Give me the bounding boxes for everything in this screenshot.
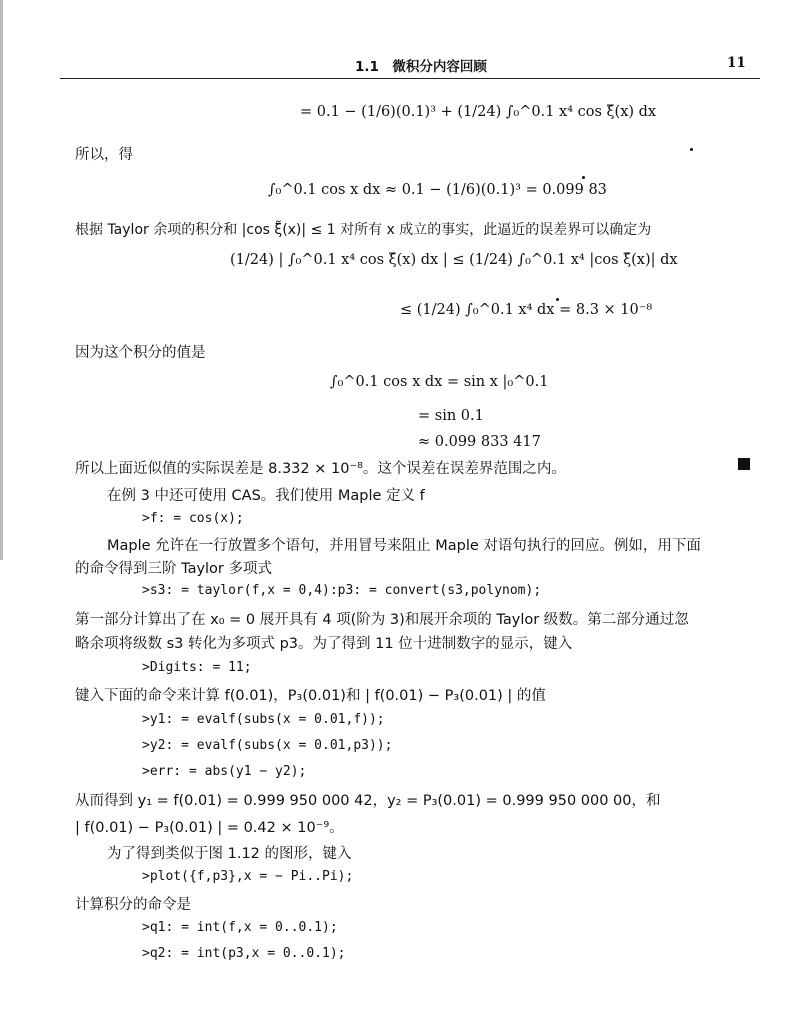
- code-q1: >q1: = int(f,x = 0..0.1);: [142, 920, 338, 935]
- equation-numeric-value: ≈ 0.099 833 417: [418, 434, 541, 450]
- text-maple-multiple-statements: Maple 允许在一行放置多个语句，并用冒号来阻止 Maple 对语句执行的回应。例如，用下面: [107, 538, 701, 554]
- page-number: 11: [727, 55, 746, 71]
- text-integral-commands: 计算积分的命令是: [75, 897, 191, 913]
- text-results: 从而得到 y₁ = f(0.01) = 0.999 950 000 42，y₂ = P₃(0.01) = 0.999 950 000 00，和: [75, 793, 661, 809]
- text-actual-error: 所以上面近似值的实际误差是 8.332 × 10⁻⁸。这个误差在误差界范围之内。: [75, 461, 566, 477]
- text-results-error: | f(0.01) − P₃(0.01) | = 0.42 × 10⁻⁹。: [75, 820, 344, 836]
- code-digits: >Digits: = 11;: [142, 660, 252, 675]
- repeat-dot-2: [556, 298, 559, 301]
- text-so-we-get: 所以，得: [75, 147, 133, 163]
- speck: [690, 148, 693, 151]
- equation-exact-integral: ∫₀^0.1 cos x dx = sin x |₀^0.1: [330, 374, 549, 390]
- equation-error-bound-2: ≤ (1/24) ∫₀^0.1 x⁴ dx = 8.3 × 10⁻⁸: [400, 302, 653, 318]
- repeat-dot: [582, 176, 585, 179]
- header-rule: [60, 78, 760, 79]
- code-y1: >y1: = evalf(subs(x = 0.01,f));: [142, 712, 385, 727]
- code-plot: >plot({f,p3},x = − Pi..Pi);: [142, 869, 354, 884]
- equation-approx-integral: ∫₀^0.1 cos x dx ≈ 0.1 − (1/6)(0.1)³ = 0.099 83: [268, 182, 607, 198]
- equation-line-1: = 0.1 − (1/6)(0.1)³ + (1/24) ∫₀^0.1 x⁴ cos ξ̃(x) dx: [300, 104, 657, 120]
- code-taylor-convert: >s3: = taylor(f,x = 0,4):p3: = convert(s3,polynom);: [142, 583, 542, 598]
- running-header-section: 1.1 微积分内容回顾: [355, 59, 487, 75]
- text-first-part-explanation: 第一部分计算出了在 x₀ = 0 展开具有 4 项(阶为 3)和展开余项的 Taylor 级数。第二部分通过忽: [75, 612, 689, 628]
- text-compute-values: 键入下面的命令来计算 f(0.01)，P₃(0.01)和 | f(0.01) − P₃(0.01) | 的值: [75, 688, 546, 704]
- code-y2: >y2: = evalf(subs(x = 0.01,p3));: [142, 738, 393, 753]
- text-plot-intro: 为了得到类似于图 1.12 的图形，键入: [107, 846, 352, 862]
- equation-error-bound-1: (1/24) | ∫₀^0.1 x⁴ cos ξ̃(x) dx | ≤ (1/24) ∫₀^0.1 x⁴ |cos ξ̃(x)| dx: [230, 252, 678, 268]
- proof-end-square: [738, 458, 750, 470]
- code-q2: >q2: = int(p3,x = 0..0.1);: [142, 946, 346, 961]
- text-cas-intro: 在例 3 中还可使用 CAS。我们使用 Maple 定义 f: [107, 488, 425, 504]
- page-gutter-shadow: [0, 0, 3, 560]
- text-error-bound-intro: 根据 Taylor 余项的积分和 |cos ξ̃(x)| ≤ 1 对所有 x 成立的事实，此逼近的误差界可以确定为: [75, 222, 652, 238]
- text-integral-value-intro: 因为这个积分的值是: [75, 345, 206, 361]
- equation-sin-value: = sin 0.1: [418, 408, 484, 424]
- text-third-order-taylor: 的命令得到三阶 Taylor 多项式: [75, 561, 273, 577]
- code-define-f: >f: = cos(x);: [142, 511, 244, 526]
- code-err: >err: = abs(y1 − y2);: [142, 764, 307, 779]
- text-second-part-explanation: 略余项将级数 s3 转化为多项式 p3。为了得到 11 位十进制数字的显示，键入: [75, 636, 573, 652]
